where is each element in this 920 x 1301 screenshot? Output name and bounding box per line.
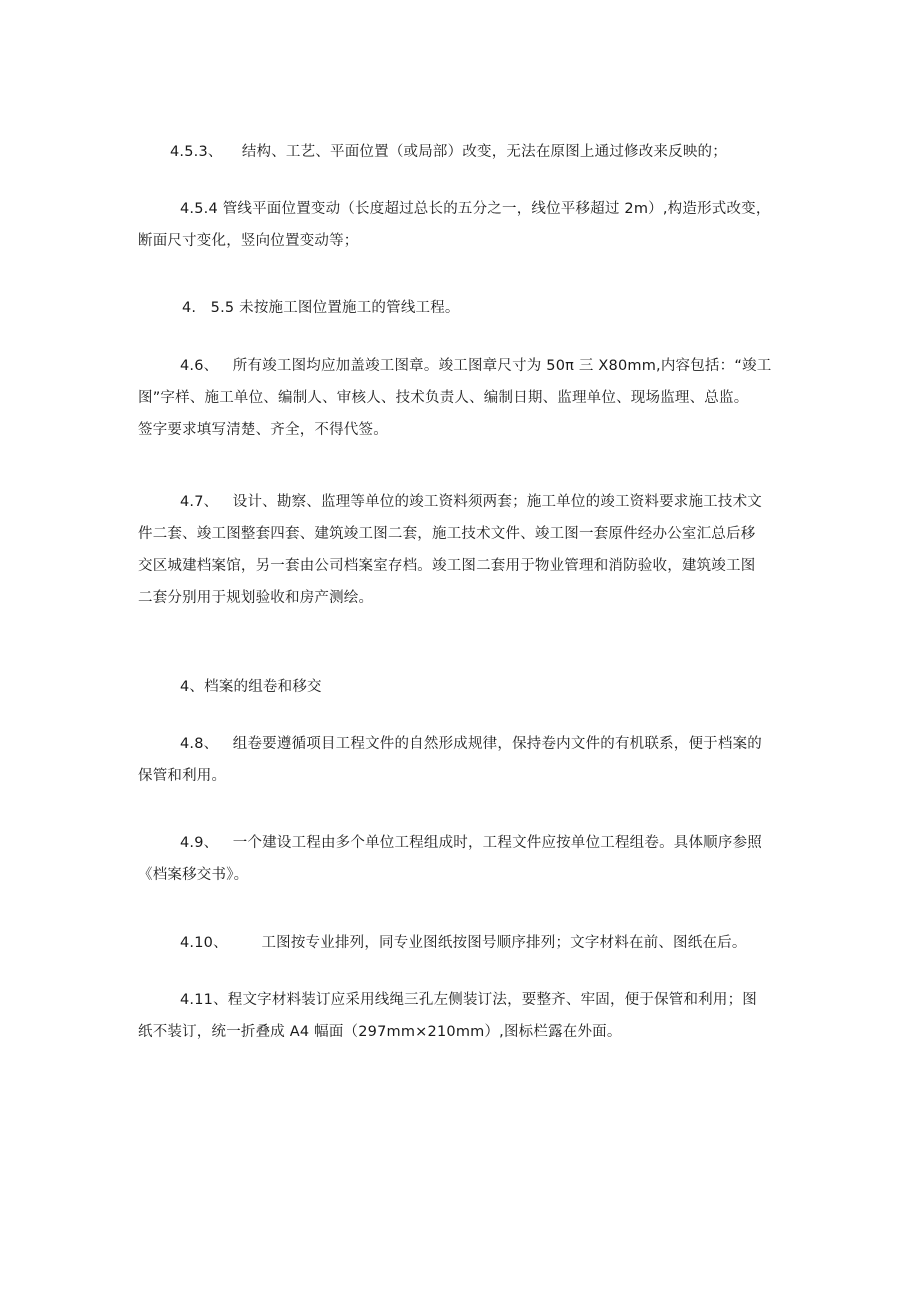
text-line: 4.11、程文字材料装订应采用线绳三孔左侧装订法，要整齐、牢固，便于保管和利用；图 — [180, 992, 757, 1008]
paragraph-4-5-5 — [138, 292, 790, 324]
text-line: 件二套、竣工图整套四套、建筑竣工图二套，施工技术文件、竣工图一套原件经办公室汇总后移 — [138, 526, 756, 542]
text-line: 4、档案的组卷和移交 — [180, 679, 322, 695]
paragraph-4-6 — [138, 350, 790, 446]
text-line: 纸不装订，统一折叠成 A4 幅面（297mm×210mm）,图标栏露在外面。 — [138, 1024, 622, 1040]
text-line: 4. 5.5 未按施工图位置施工的管线工程。 — [182, 300, 460, 316]
paragraph-4-7 — [138, 486, 790, 614]
text-line: 4.5.4 管线平面位置变动（长度超过总长的五分之一，线位平移超过 2m）,构造形式改变， — [180, 201, 771, 217]
text-line: 4.8、 组卷要遵循项目工程文件的自然形成规律，保持卷内文件的有机联系，便于档案的 — [180, 736, 762, 752]
paragraph-4-5-3 — [138, 136, 790, 168]
text-line: 图”字样、施工单位、编制人、审核人、技术负责人、编制日期、监理单位、现场监理、总监。 — [138, 390, 749, 406]
text-line: 交区城建档案馆，另一套由公司档案室存档。竣工图二套用于物业管理和消防验收，建筑竣工图 — [138, 558, 756, 574]
text-line: 4.10、 工图按专业排列，同专业图纸按图号顺序排列；文字材料在前、图纸在后。 — [180, 935, 747, 951]
text-line: 4.9、 一个建设工程由多个单位工程组成时，工程文件应按单位工程组卷。具体顺序参照 — [180, 835, 762, 851]
text-line: 4.6、 所有竣工图均应加盖竣工图章。竣工图章尺寸为 50π 三 X80mm,内容包括：“竣工 — [180, 358, 772, 374]
paragraph-4-5-4 — [138, 193, 790, 257]
text-line: 二套分别用于规划验收和房产测绘。 — [138, 590, 374, 606]
text-line: 签字要求填写清楚、齐全，不得代签。 — [138, 422, 388, 438]
text-line: 4.5.3、 结构、工艺、平面位置（或局部）改变，无法在原图上通过修改来反映的； — [170, 144, 727, 160]
text-line: 保管和利用。 — [138, 768, 227, 784]
paragraph-4-11 — [138, 984, 790, 1048]
section-heading — [138, 671, 790, 703]
text-line: 《档案移交书》。 — [138, 867, 249, 883]
paragraph-4-10 — [138, 927, 790, 959]
text-line: 4.7、 设计、勘察、监理等单位的竣工资料须两套；施工单位的竣工资料要求施工技术文 — [180, 494, 762, 510]
text-line: 断面尺寸变化，竖向位置变动等； — [138, 233, 359, 249]
paragraph-4-9 — [138, 827, 790, 891]
paragraph-4-8 — [138, 728, 790, 792]
